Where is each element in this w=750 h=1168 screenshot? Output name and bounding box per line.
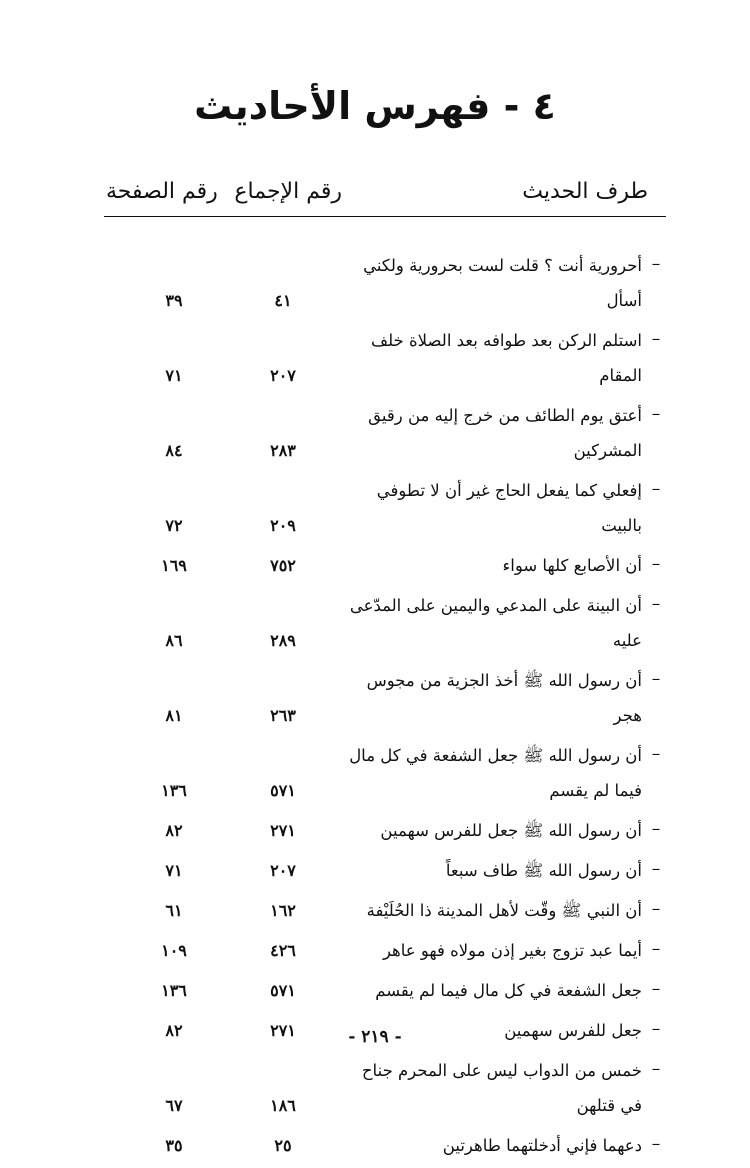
header-ijma-number: رقم الإجماع — [234, 179, 342, 204]
hadith-entry — [124, 323, 670, 393]
hadith-entry — [124, 893, 670, 928]
entry-dash: – — [651, 899, 661, 919]
entry-dash: – — [651, 859, 661, 879]
page-ref: ١٣٦ — [161, 781, 187, 800]
ijma-number: ٢٠٧ — [270, 861, 296, 880]
hadith-entry — [124, 663, 670, 733]
hadith-text: إفعلي كما يفعل الحاج غير أن لا تطوفي بالبيت — [376, 481, 642, 535]
entry-dash: – — [651, 939, 661, 959]
hadith-text: أن رسول الله ﷺ جعل الشفعة في كل مال فيما لم يقسم — [349, 746, 642, 800]
ijma-number: ٢٠٩ — [270, 516, 296, 535]
ijma-number: ١٦٢ — [270, 901, 296, 920]
page-ref: ٨٢ — [165, 1021, 183, 1040]
header-divider — [104, 216, 666, 217]
hadith-text: أن رسول الله ﷺ أخذ الجزية من مجوس هجر — [366, 671, 642, 725]
entry-dash: – — [651, 1019, 661, 1039]
hadith-text: أن البينة على المدعي واليمين على المدّعى عليه — [349, 596, 642, 650]
page-ref: ٨٤ — [165, 441, 183, 460]
entry-dash: – — [651, 744, 661, 764]
hadith-text: أيما عبد تزوج بغير إذن مولاه فهو عاهر — [382, 941, 642, 960]
entry-dash: – — [651, 254, 661, 274]
page-ref: ١٣٦ — [161, 981, 187, 1000]
entry-dash: – — [651, 1059, 661, 1079]
header-page-number: رقم الصفحة — [106, 179, 218, 204]
column-headers — [104, 172, 666, 212]
hadith-text: أن الأصابع كلها سواء — [502, 556, 642, 575]
page-ref: ١٠٩ — [161, 941, 187, 960]
ijma-number: ٢٥ — [274, 1136, 292, 1155]
hadith-entry — [124, 473, 670, 543]
hadith-entry — [124, 738, 670, 808]
hadith-entry — [124, 973, 670, 1008]
hadith-entry — [124, 548, 670, 583]
hadith-text: دعهما فإني أدخلتهما طاهرتين — [442, 1136, 642, 1155]
ijma-number: ٢٦٣ — [270, 706, 296, 725]
ijma-number: ٧٥٢ — [270, 556, 296, 575]
ijma-number: ٢٨٣ — [270, 441, 296, 460]
ijma-number: ٥٧١ — [270, 981, 296, 1000]
ijma-number: ٢٨٩ — [270, 631, 296, 650]
hadith-entry — [124, 1053, 670, 1123]
ijma-number: ٢٧١ — [270, 821, 296, 840]
hadith-entry — [124, 588, 670, 658]
header-hadith: طرف الحديث — [522, 179, 648, 204]
hadith-text: أن رسول الله ﷺ طاف سبعاً — [445, 861, 642, 880]
entry-dash: – — [651, 554, 661, 574]
page-ref: ٣٥ — [165, 1136, 183, 1155]
ijma-number: ٤٢٦ — [270, 941, 296, 960]
hadith-text: أعتق يوم الطائف من خرج إليه من رقيق المشركين — [368, 406, 642, 460]
entry-dash: – — [651, 819, 661, 839]
page-title: ٤ - فهرس الأحاديث — [194, 84, 556, 128]
page-number: - ٢١٩ - — [348, 1027, 402, 1047]
entry-dash: – — [651, 1134, 661, 1154]
ijma-number: ٤١ — [274, 291, 292, 310]
page-ref: ٦١ — [165, 901, 183, 920]
page-ref: ٨١ — [165, 706, 183, 725]
page-ref: ١٦٩ — [161, 556, 187, 575]
hadith-entry — [124, 398, 670, 468]
ijma-number: ٢٠٧ — [270, 366, 296, 385]
hadith-entry — [124, 248, 670, 318]
page-ref: ٧١ — [165, 861, 183, 880]
hadith-text: جعل الشفعة في كل مال فيما لم يقسم — [375, 981, 642, 1000]
hadith-text: أحرورية أنت ؟ قلت لست بحرورية ولكني أسأل — [363, 256, 642, 310]
page-ref: ٨٢ — [165, 821, 183, 840]
ijma-number: ١٨٦ — [270, 1096, 296, 1115]
hadith-entry — [124, 933, 670, 968]
page-ref: ٨٦ — [165, 631, 183, 650]
page-ref: ٣٩ — [165, 291, 183, 310]
hadith-text: خمس من الدواب ليس على المحرم جناح في قتلهن — [361, 1061, 642, 1115]
hadith-text: أن رسول الله ﷺ جعل للفرس سهمين — [380, 821, 642, 840]
hadith-entry — [124, 1128, 670, 1163]
ijma-number: ٢٧١ — [270, 1021, 296, 1040]
entry-dash: – — [651, 979, 661, 999]
page-ref: ٧٢ — [165, 516, 183, 535]
hadith-text: جعل للفرس سهمين — [504, 1021, 642, 1040]
ijma-number: ٥٧١ — [270, 781, 296, 800]
entry-dash: – — [651, 479, 661, 499]
hadith-entry — [124, 853, 670, 888]
entry-dash: – — [651, 594, 661, 614]
page-ref: ٧١ — [165, 366, 183, 385]
entry-dash: – — [651, 669, 661, 689]
hadith-text: أن النبي ﷺ وقّت لأهل المدينة ذا الحُلَيْفة — [366, 901, 642, 920]
hadith-text: استلم الركن بعد طوافه بعد الصلاة خلف المقام — [371, 331, 642, 385]
entry-dash: – — [651, 404, 661, 424]
entry-dash: – — [651, 329, 661, 349]
page-ref: ٦٧ — [165, 1096, 183, 1115]
hadith-entry — [124, 813, 670, 848]
